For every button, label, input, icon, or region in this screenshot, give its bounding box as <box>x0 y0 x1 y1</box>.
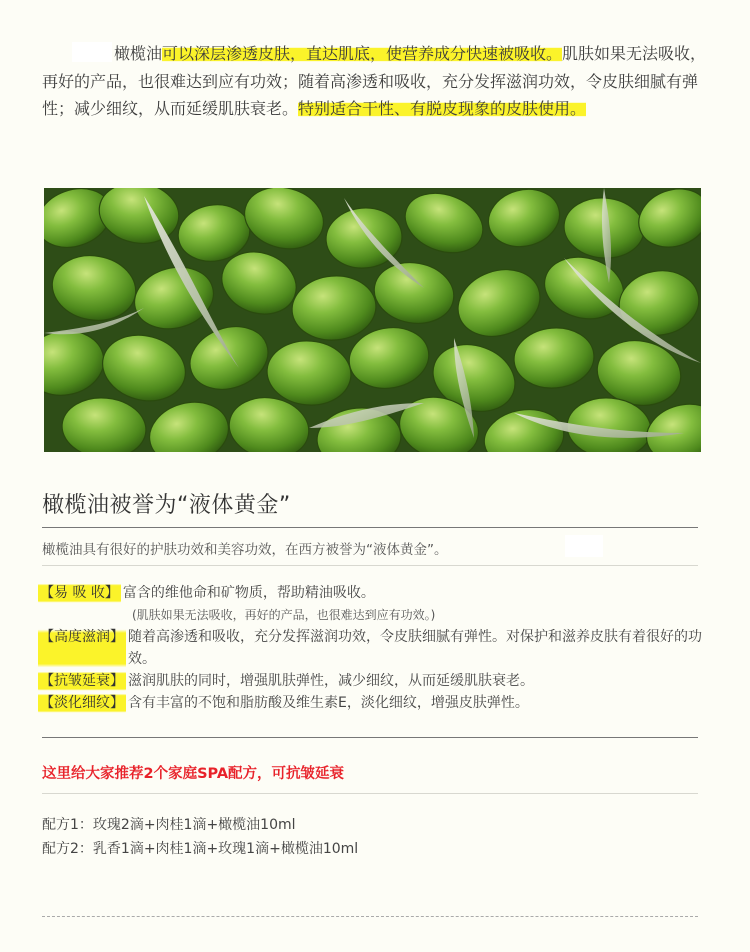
recipe-item: 配方1：玫瑰2滴+肉桂1滴+橄榄油10ml <box>42 817 296 833</box>
deco-patch <box>565 535 603 557</box>
intro-highlight-1: 可以深层渗透皮肤，直达肌底，使营养成分快速被吸收。 <box>162 44 563 63</box>
section-heading: 橄榄油被誉为“液体黄金” <box>42 493 291 518</box>
heading-divider <box>42 527 698 528</box>
feature-item <box>38 692 710 714</box>
spa-divider <box>42 793 698 794</box>
feature-note: (肌肤如果无法吸收，再好的产品，也很难达到应有功效。) <box>132 608 436 622</box>
recipe-list <box>42 813 358 861</box>
intro-paragraph <box>42 40 712 123</box>
feature-tag: 【高度滋润】 <box>38 626 126 670</box>
feature-desc: 富含的维他命和矿物质，帮助精油吸收。 <box>122 585 375 601</box>
olive-photo <box>44 188 701 452</box>
feature-tag: 【易 吸 收】 <box>38 582 121 604</box>
intro-body: 肌肤如果无法吸收，再好的产品，也很难达到应有功效；随着高渗透和吸收，充分发挥滋润功效，令皮肤细腻有弹性；减少细纹，从而延缓肌肤衰老。 <box>42 44 707 118</box>
features-divider <box>42 737 698 738</box>
intro-lead: 橄榄油 <box>114 44 163 63</box>
feature-item <box>38 670 710 692</box>
spa-title: 这里给大家推荐2个家庭SPA配方，可抗皱延衰 <box>42 766 345 782</box>
subtitle-divider <box>42 565 698 566</box>
feature-item <box>38 582 710 604</box>
olive-illustration <box>44 188 701 452</box>
recipe-item: 配方2：乳香1滴+肉桂1滴+玫瑰1滴+橄榄油10ml <box>42 841 359 857</box>
feature-desc: 随着高渗透和吸收，充分发挥滋润功效，令皮肤细腻有弹性。对保护和滋养皮肤有着很好的功效。 <box>128 629 702 667</box>
section-subtitle: 橄榄油具有很好的护肤功效和美容功效，在西方被誉为“液体黄金”。 <box>42 542 448 558</box>
feature-item <box>38 626 710 670</box>
feature-desc: 含有丰富的不饱和脂肪酸及维生素E，淡化细纹，增强皮肤弹性。 <box>128 695 529 711</box>
feature-list <box>38 582 710 714</box>
feature-tag: 【淡化细纹】 <box>38 692 126 714</box>
feature-tag: 【抗皱延衰】 <box>38 670 126 692</box>
feature-desc: 滋润肌肤的同时，增强肌肤弹性，减少细纹，从而延缓肌肤衰老。 <box>128 673 534 689</box>
bottom-divider <box>42 916 698 917</box>
intro-highlight-2: 特别适合干性、有脱皮现象的皮肤使用。 <box>298 99 587 118</box>
